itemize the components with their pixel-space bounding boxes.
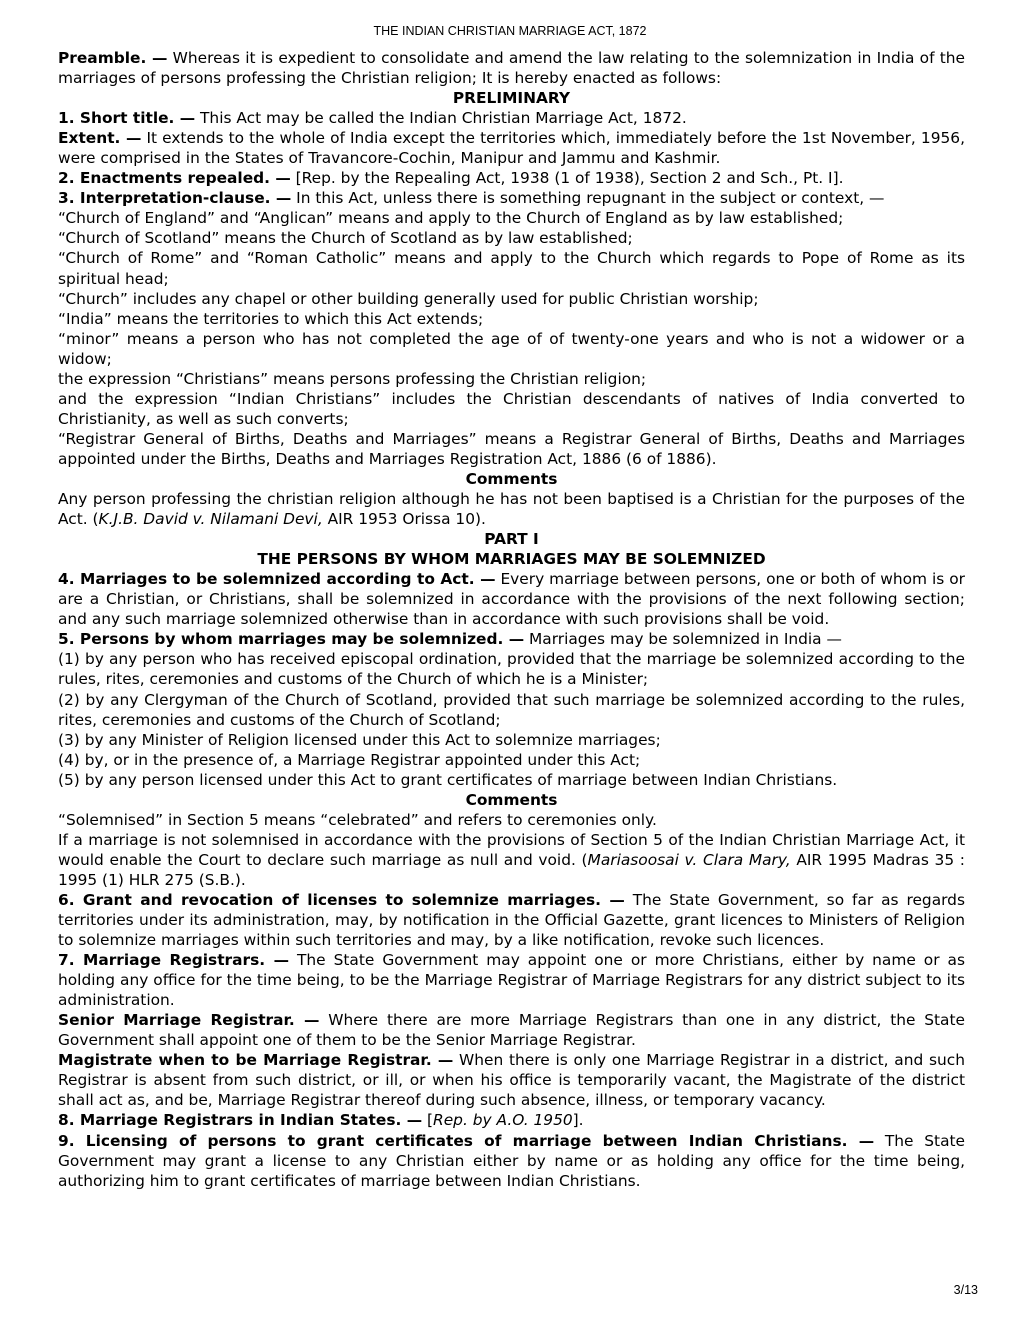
- section-heading: 4. Marriages to be solemnized according to Act. —: [58, 570, 496, 589]
- section-text: Whereas it is expedient to consolidate and amend the law relating to the solemnization in India of the marriages of persons professing the Christian religion; It is hereby enacted as follows:: [58, 49, 965, 88]
- section-heading: 2. Enactments repealed. —: [58, 169, 291, 188]
- section-8: 8. Marriage Registrars in Indian States. — [Rep. by A.O. 1950].: [58, 1111, 584, 1130]
- section-text: Every marriage between persons, one or both of whom is or are a Christian, or Christians, shall be solemnized in accordance with the provisions of the next following section; and any such marriage solemnized otherwise than in accordance with such provisions shall be void.: [58, 570, 965, 629]
- section-text: In this Act, unless there is something repugnant in the subject or context, —: [291, 189, 885, 208]
- section-3: [58, 188, 965, 208]
- section-text: [Rep. by the Repealing Act, 1938 (1 of 1938), Section 2 and Sch., Pt. I].: [290, 169, 844, 188]
- case-citation: K.J.B. David v. Nilamani Devi,: [98, 510, 323, 529]
- comments-heading: Comments: [465, 469, 558, 488]
- document-body: [58, 48, 965, 1191]
- section-heading: Extent. —: [58, 129, 142, 148]
- list-item: (5) by any person licensed under this Act to grant certificates of marriage between Indian Christians.: [58, 770, 838, 789]
- section-heading: Magistrate when to be Marriage Registrar. —: [58, 1051, 454, 1070]
- section-heading: 6. Grant and revocation of licenses to solemnize marriages. —: [58, 890, 625, 909]
- section-text: It extends to the whole of India except the territories which, immediately before the 1st November, 1956, were comprised in the States of Travancore-Cochin, Manipur and Jammu and Kashmir.: [58, 129, 965, 168]
- definition-item: the expression “Christians” means persons professing the Christian religion;: [58, 369, 647, 388]
- page-header: THE INDIAN CHRISTIAN MARRIAGE ACT, 1872: [373, 24, 647, 38]
- section-9: [58, 1131, 965, 1191]
- section-6: [58, 890, 965, 950]
- section-magistrate: [58, 1050, 965, 1110]
- section-7: [58, 950, 965, 1010]
- part-heading: PART I: [484, 530, 539, 549]
- section-heading: 5. Persons by whom marriages may be solemnized. —: [58, 630, 525, 649]
- definition-item: “Church” includes any chapel or other building generally used for public Christian worship;: [58, 289, 759, 308]
- section-5: [58, 629, 965, 649]
- section-senior-registrar: [58, 1010, 965, 1050]
- case-citation: Mariasoosai v. Clara Mary,: [587, 850, 791, 869]
- list-item: (2) by any Clergyman of the Church of Scotland, provided that such marriage be solemnized according to the rules, rites, ceremonies and customs of the Church of Scotland;: [58, 690, 965, 729]
- section-4: [58, 569, 965, 629]
- comment-text: If a marriage is not solemnised in accordance with the provisions of Section 5 of the Indian Christian Marriage Act, it would enable the Court to declare such marriage as null and void. (Mariasoosai v. Clara Mary, AIR 1995 Madras 35 : 1995 (1) HLR 275 (S.B.).: [58, 830, 965, 889]
- definition-item: “Registrar General of Births, Deaths and Marriages” means a Registrar General of Births, Deaths and Marriages appointed under the Births, Deaths and Marriages Registration Act, 1886 (6 of 1886).: [58, 429, 965, 468]
- definition-item: “Church of Rome” and “Roman Catholic” means and apply to the Church which regards to Pope of Rome as its spiritual head;: [58, 249, 965, 288]
- section-1: [58, 108, 965, 128]
- section-heading: 7. Marriage Registrars. —: [58, 951, 289, 970]
- section-2: [58, 168, 965, 188]
- section-text: The State Government may appoint one or more Christians, either by name or as holding any office for the time being, to be the Marriage Registrar of Marriage Registrars for any district subject to its administration.: [58, 951, 965, 1010]
- heading-preliminary: PRELIMINARY: [452, 89, 571, 108]
- preamble: [58, 48, 965, 88]
- section-text: The State Government, so far as regards territories under its administration, may, by notification in the Official Gazette, grant licences to Ministers of Religion to solemnize marriages within such territories and may, by a like notification, revoke such licences.: [58, 890, 965, 950]
- part-subheading: THE PERSONS BY WHOM MARRIAGES MAY BE SOLEMNIZED: [257, 550, 766, 569]
- section-extent: [58, 128, 965, 168]
- comment-text: “Solemnised” in Section 5 means “celebrated” and refers to ceremonies only.: [58, 810, 657, 829]
- section-heading: Senior Marriage Registrar. —: [58, 1011, 320, 1030]
- section-text: Marriages may be solemnized in India —: [524, 630, 842, 649]
- section-heading: 8. Marriage Registrars in Indian States. —: [58, 1111, 423, 1130]
- section-heading: 9. Licensing of persons to grant certificates of marriage between Indian Christians. —: [58, 1131, 875, 1150]
- section-heading: 3. Interpretation-clause. —: [58, 189, 292, 208]
- definition-item: “Church of England” and “Anglican” means and apply to the Church of England as by law established;: [58, 209, 844, 228]
- section-heading: 1. Short title. —: [58, 109, 196, 128]
- section-text: When there is only one Marriage Registrar in a district, and such Registrar is absent from such district, or ill, or when his office is temporarily vacant, the Magistrate of the district shall act as, and be, Marriage Registrar thereof during such absence, illness, or temporary vacancy.: [58, 1051, 965, 1110]
- definition-item: and the expression “Indian Christians” includes the Christian descendants of natives of India converted to Christianity, as well as such converts;: [58, 389, 965, 428]
- page-number: 3/13: [953, 1283, 978, 1297]
- section-heading: Preamble. —: [58, 49, 168, 67]
- section-text: Where there are more Marriage Registrars than one in any district, the State Government shall appoint one of them to be the Senior Marriage Registrar.: [58, 1011, 965, 1050]
- comment-text: Any person professing the christian religion although he has not been baptised is a Christian for the purposes of the Act. (K.J.B. David v. Nilamani Devi, AIR 1953 Orissa 10).: [58, 490, 965, 529]
- section-text: The State Government may grant a license to any Christian either by name or as holding any office for the time being, authorizing him to grant certificates of marriage between Indian Christians.: [58, 1131, 966, 1190]
- list-item: (4) by, or in the presence of, a Marriage Registrar appointed under this Act;: [58, 750, 641, 769]
- list-item: (1) by any person who has received episcopal ordination, provided that the marriage be solemnized according to the rules, rites, ceremonies and customs of the Church of which he is a Minister;: [58, 650, 965, 689]
- repeal-note: Rep. by A.O. 1950: [433, 1111, 573, 1130]
- comments-heading: Comments: [465, 790, 558, 809]
- definition-item: “minor” means a person who has not completed the age of of twenty-one years and who is not a widower or a widow;: [58, 329, 965, 368]
- section-text: This Act may be called the Indian Christian Marriage Act, 1872.: [195, 109, 687, 128]
- definition-item: “India” means the territories to which this Act extends;: [58, 309, 484, 328]
- definition-item: “Church of Scotland” means the Church of Scotland as by law established;: [58, 229, 633, 248]
- list-item: (3) by any Minister of Religion licensed under this Act to solemnize marriages;: [58, 730, 661, 749]
